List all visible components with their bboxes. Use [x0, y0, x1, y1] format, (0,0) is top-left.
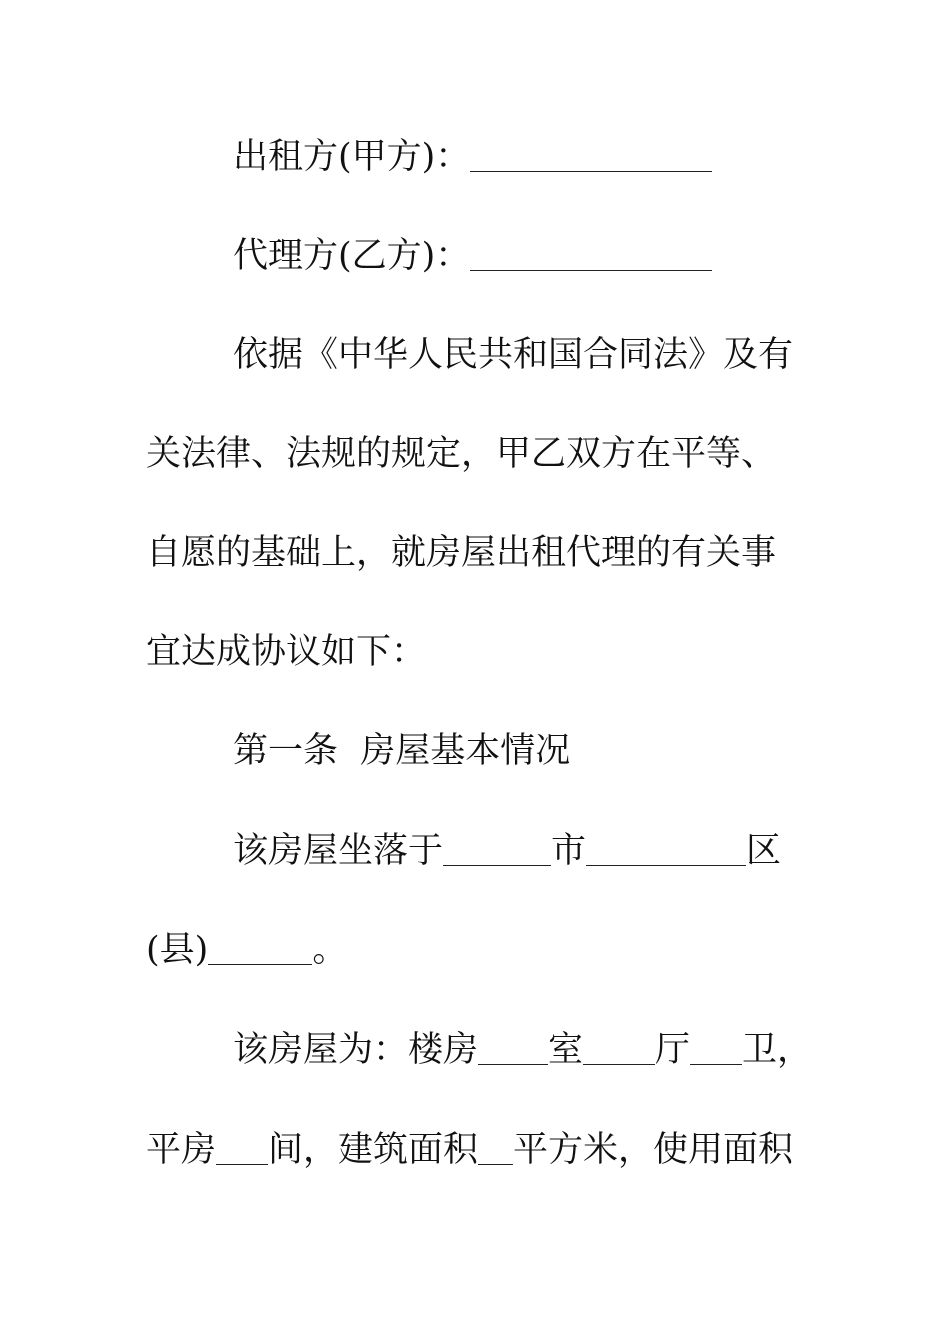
paragraph-line-1	[233, 335, 813, 375]
house-type-label: 该房屋为：楼房	[233, 1030, 479, 1070]
room-blank	[478, 1034, 548, 1065]
hall-blank	[583, 1034, 655, 1065]
agent-label: 代理方(乙方)：	[233, 236, 471, 276]
period-mark: 。	[312, 930, 348, 970]
lessor-label: 出租方(甲方)：	[233, 137, 471, 177]
paragraph-line-4	[146, 632, 806, 672]
location-line	[233, 831, 813, 871]
room-label: 室	[548, 1030, 584, 1070]
city-blank	[443, 835, 551, 866]
paragraph-text: 依据《中华人民共和国合同法》及有	[233, 335, 794, 375]
county-line	[146, 930, 806, 970]
location-label: 该房屋坐落于	[233, 831, 444, 871]
hall-label: 厅	[655, 1030, 691, 1070]
district-label: 区	[746, 831, 782, 871]
bath-blank	[690, 1034, 742, 1065]
agent-line	[233, 236, 813, 276]
city-label: 市	[551, 831, 587, 871]
article-heading	[233, 731, 813, 771]
paragraph-text: 宜达成协议如下：	[146, 632, 427, 672]
floor-area-blank	[478, 1134, 513, 1165]
agent-blank	[470, 240, 712, 271]
usable-area-label: 平方米，使用面积	[513, 1130, 794, 1170]
bungalow-blank	[216, 1134, 268, 1165]
district-blank	[586, 835, 746, 866]
bungalow-label: 平房	[146, 1130, 217, 1170]
article-title: 第一条 房屋基本情况	[233, 731, 571, 771]
county-label: (县)	[146, 930, 209, 970]
paragraph-line-2	[146, 434, 806, 474]
county-blank	[208, 934, 312, 965]
lessor-blank	[470, 141, 712, 172]
bath-label: 卫，	[742, 1030, 813, 1070]
paragraph-text: 关法律、法规的规定，甲乙双方在平等、	[146, 434, 777, 474]
paragraph-text: 自愿的基础上，就房屋出租代理的有关事	[146, 533, 777, 573]
area-line	[146, 1130, 806, 1170]
paragraph-line-3	[146, 533, 806, 573]
floor-area-label: 间，建筑面积	[268, 1130, 479, 1170]
lessor-line	[233, 137, 813, 177]
house-type-line	[233, 1030, 813, 1070]
